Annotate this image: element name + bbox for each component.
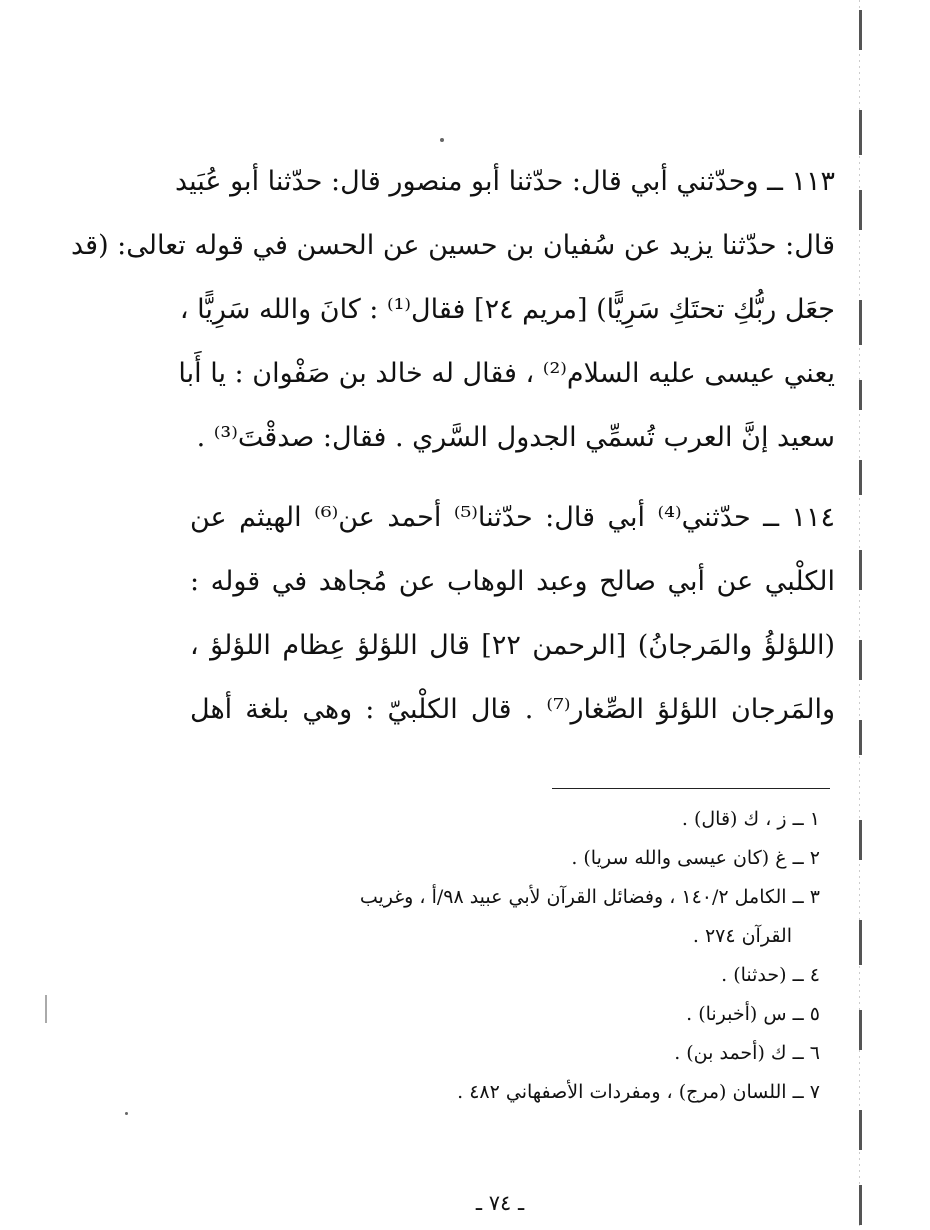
scan-speck <box>45 995 47 1023</box>
footnote-continuation: القرآن ٢٧٤ . <box>692 925 792 947</box>
text-line: والمَرجان اللؤلؤ الصِّغار⁽⁷⁾ . قال الكلْبيّ : وهي بلغة أهل <box>190 694 835 725</box>
text-line: يعني عيسى عليه السلام⁽²⁾ ، فقال له خالد بن صَفْوان : يا أَبا <box>178 358 835 389</box>
footnotes <box>180 800 820 1112</box>
footnote: ٦ ــ ك (أحمد بن) . <box>674 1042 820 1064</box>
text-line: الكلْبي عن أبي صالح وعبد الوهاب عن مُجاهد في قوله : <box>190 566 835 597</box>
binding-marks <box>856 0 864 1230</box>
footnote: ٣ ــ الكامل ١٤٠/٢ ، وفضائل القرآن لأبي عبيد ٩٨/أ ، وغريب <box>359 886 820 908</box>
footnote: ٢ ــ غ (كان عيسى والله سريا) . <box>571 847 820 869</box>
footnote: ٤ ــ (حدثنا) . <box>721 964 820 986</box>
text-line: ١١٤ ــ حدّثني⁽⁴⁾ أبي قال: حدّثنا⁽⁵⁾ أحمد عن⁽⁶⁾ الهيثم عن <box>190 502 835 533</box>
text-line: (اللؤلؤُ والمَرجانُ) [الرحمن ٢٢] قال اللؤلؤ عِظام اللؤلؤ ، <box>190 630 835 661</box>
text-line: قال: حدّثنا يزيد عن سُفيان بن حسين عن الحسن في قوله تعالى: (قد <box>70 230 835 261</box>
footnote: ١ ــ ز ، ك (قال) . <box>681 808 820 830</box>
scan-speck <box>440 138 444 142</box>
text-line: ١١٣ ــ وحدّثني أبي قال: حدّثنا أبو منصور قال: حدّثنا أبو عُبَيد <box>174 166 835 197</box>
page-number: ـ ٧٤ ـ <box>475 1191 525 1215</box>
footnote-separator <box>552 788 830 789</box>
text-line: سعيد إنَّ العرب تُسمِّي الجدول السَّري . فقال: صدقْتَ⁽³⁾ . <box>196 422 835 453</box>
main-text <box>70 150 835 742</box>
text-line: جعَل ربُّكِ تحتَكِ سَرِيًّا) [مريم ٢٤] فقال⁽¹⁾ : كانَ والله سَرِيًّا ، <box>179 294 835 325</box>
scan-speck <box>125 1112 128 1115</box>
footnote: ٥ ــ س (أخبرنا) . <box>686 1003 820 1025</box>
footnote: ٧ ــ اللسان (مرج) ، ومفردات الأصفهاني ٤٨٢ . <box>457 1081 820 1103</box>
